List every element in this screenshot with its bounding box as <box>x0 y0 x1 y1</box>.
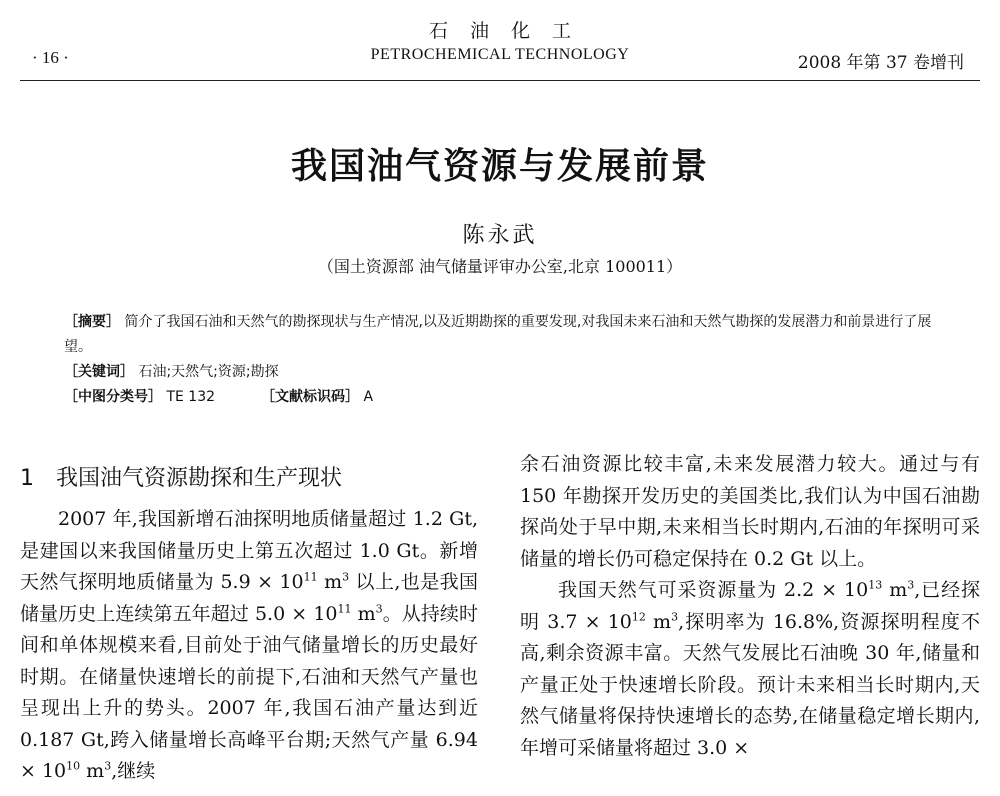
superscript: 3 <box>375 602 383 616</box>
author-affiliation: （国土资源部 油气储量评审办公室,北京 100011） <box>317 257 683 276</box>
article-title: 我国油气资源与发展前景 <box>290 146 709 187</box>
journal-name-cn: 石油化工 <box>428 20 593 42</box>
article-author: 陈永武 <box>462 223 538 248</box>
right-column <box>520 449 980 764</box>
text-run: 。从持续时间和单体规模来看,目前处于油气储量增长的历史最好时期。在储量快速增长的前提下,石油和天然气产量也呈现出上升的势头。2007 年,我国石油产量达到近 0.187 Gt,跨入储量增长高峰平台期;天然气产量 6.94 × 10 <box>20 602 478 782</box>
keywords-label: ［关键词］ <box>64 364 134 380</box>
superscript: 3 <box>104 759 112 773</box>
text-run: ,继续 <box>111 760 156 782</box>
abstract-label: ［摘要］ <box>64 314 120 330</box>
superscript: 3 <box>342 570 350 584</box>
superscript: 10 <box>66 759 81 773</box>
text-run: m <box>317 571 343 593</box>
issue-info: 2008 年第 37 卷增刊 <box>797 53 964 73</box>
body-paragraph <box>20 504 478 788</box>
doc-code: A <box>363 389 374 405</box>
text-run: m <box>351 602 376 625</box>
superscript: 13 <box>868 578 883 592</box>
classification-row <box>64 385 944 410</box>
keywords-text: 石油;天然气;资源;勘探 <box>138 364 279 380</box>
text-run: 我国天然气可采资源量为 2.2 × 10 <box>558 579 869 601</box>
clc-label: ［中图分类号］ <box>64 389 162 405</box>
page-header <box>0 0 1000 84</box>
clc-code: TE 132 <box>166 389 216 405</box>
section-title: 我国油气资源勘探和生产现状 <box>56 466 343 491</box>
doc-code-label: ［文献标识码］ <box>261 389 360 405</box>
superscript: 3 <box>907 578 915 592</box>
page-number: · 16 · <box>32 48 69 67</box>
body-paragraph: 余石油资源比较丰富,未来发展潜力较大。通过与有 150 年勘探开发历史的美国类比,我们认为中国石油勘探尚处于早中期,未来相当长时期内,石油的年探明可采储量的增长仍可稳定保持在 0.2 Gt 以上。 <box>520 453 980 570</box>
left-column <box>20 455 478 788</box>
text-run: 以上,也是我国储量历史上连续第五年超过 5.0 × 10 <box>20 571 478 625</box>
text-run: ,已经探明 3.7 × 10 <box>520 579 981 633</box>
text-run: 2007 年,我国新增石油探明地质储量超过 1.2 Gt,是建国以来我国储量历史上第五次超过 1.0 Gt。新增天然气探明地质储量为 5.9 × 10 <box>20 508 478 593</box>
abstract-paragraph <box>64 310 944 360</box>
superscript: 11 <box>337 602 352 616</box>
header-divider <box>20 80 980 81</box>
text-run: m <box>80 760 105 782</box>
superscript: 3 <box>671 610 679 624</box>
text-run: m <box>645 610 672 633</box>
body-paragraph <box>520 575 980 764</box>
journal-name-en: PETROCHEMICAL TECHNOLOGY <box>370 46 630 63</box>
superscript: 11 <box>303 570 318 584</box>
superscript: 12 <box>631 610 646 624</box>
section-number: 1 <box>20 466 34 491</box>
keywords-row <box>64 360 944 385</box>
text-run: m <box>882 579 908 601</box>
abstract-block <box>64 310 944 410</box>
section-heading <box>20 461 478 492</box>
abstract-text: 简介了我国石油和天然气的勘探现状与生产情况,以及近期勘探的重要发现,对我国未来石油和天然气勘探的发展潜力和前景进行了展望。 <box>64 314 932 355</box>
text-run: ,探明率为 16.8%,资源探明程度不高,剩余资源丰富。天然气发展比石油晚 30 年,储量和产量正处于快速增长阶段。预计未来相当长时期内,天然气储量将保持快速增长的态势,在储量稳定增长期内,年增可采储量将超过 3.0 × <box>520 610 980 759</box>
